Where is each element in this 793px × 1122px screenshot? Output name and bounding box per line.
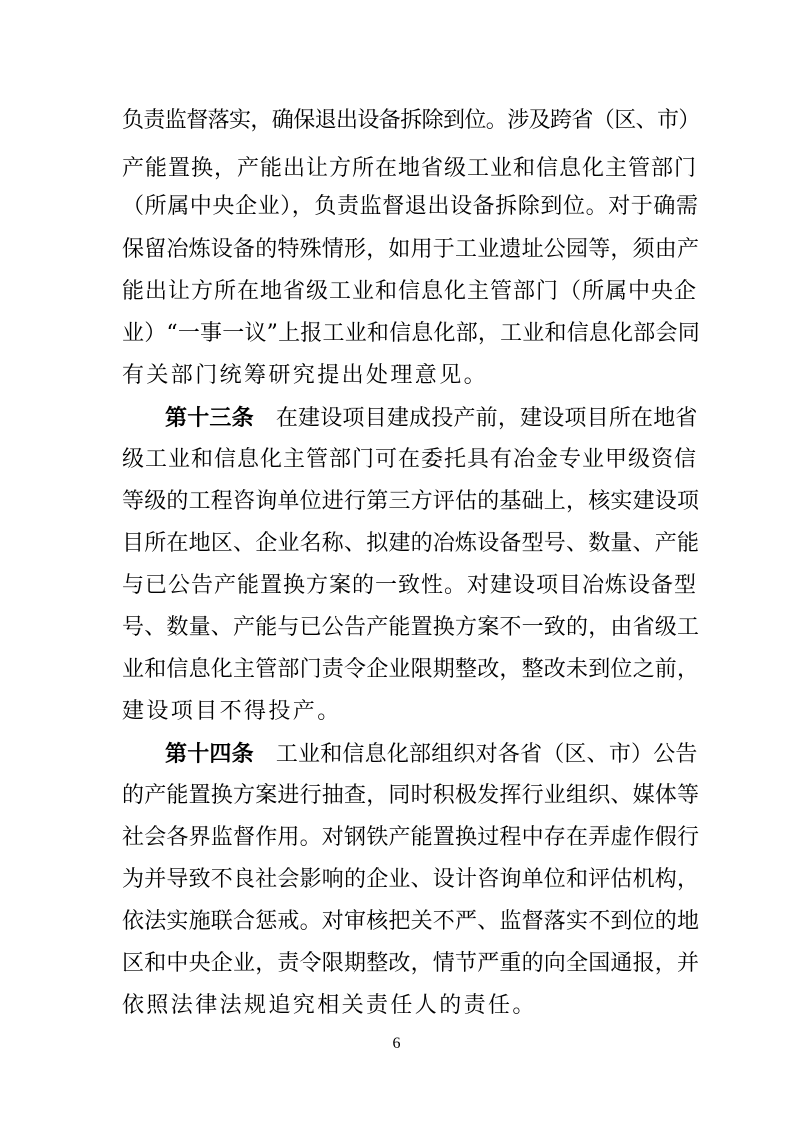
body-text-line: 建设项目不得投产。 — [122, 699, 342, 724]
article-13-first-line — [165, 398, 698, 438]
body-text-line: 在建设项目建成投产前，建设项目所在地省 — [275, 406, 698, 431]
body-text-line: 等级的工程咨询单位进行第三方评估的基础上，核实建设项 — [122, 489, 700, 514]
body-text-line: 保留冶炼设备的特殊情形，如用于工业遗址公园等，须由产 — [122, 237, 700, 262]
body-text-line: 负责监督落实，确保退出设备拆除到位。涉及跨省（区、市） — [122, 108, 700, 133]
body-text-line: 有关部门统筹研究提出处理意见。 — [122, 363, 489, 388]
body-text-line: 与已公告产能置换方案的一致性。对建设项目冶炼设备型 — [122, 573, 698, 598]
body-text-line: 区和中央企业，责令限期整改，情节严重的向全国通报，并 — [122, 951, 700, 976]
body-text-line: 依照法律法规追究相关责任人的责任。 — [122, 993, 537, 1018]
body-text-line: 产能置换，产能出让方所在地省级工业和信息化主管部门 — [122, 156, 698, 181]
body-text-line: 目所在地区、企业名称、拟建的冶炼设备型号、数量、产能 — [122, 531, 700, 556]
body-text-line: 能出让方所在地省级工业和信息化主管部门（所属中央企 — [122, 279, 698, 304]
body-text-line: 依法实施联合惩戒。对审核把关不严、监督落实不到位的地 — [122, 909, 700, 934]
body-text-line: 为并导致不良社会影响的企业、设计咨询单位和评估机构， — [122, 867, 700, 892]
page-number: 6 — [392, 1035, 401, 1052]
body-text-line: 的产能置换方案进行抽查，同时积极发挥行业组织、媒体等 — [122, 783, 700, 808]
article-14-first-line — [165, 734, 698, 774]
article-14-heading: 第十四条 — [165, 741, 254, 767]
body-text-line: 社会各界监督作用。对钢铁产能置换过程中存在弄虚作假行 — [122, 825, 700, 850]
article-13-heading: 第十三条 — [165, 405, 254, 431]
body-text-line: 业）“一事一议”上报工业和信息化部，工业和信息化部会同 — [122, 321, 700, 346]
body-text-line: 工业和信息化部组织对各省（区、市）公告 — [275, 742, 698, 767]
body-text-line: 级工业和信息化主管部门可在委托具有冶金专业甲级资信 — [122, 447, 698, 472]
body-text-line: 业和信息化主管部门责令企业限期整改，整改未到位之前， — [122, 657, 700, 682]
body-text-line: 号、数量、产能与已公告产能置换方案不一致的，由省级工 — [122, 615, 700, 640]
body-text-line: （所属中央企业），负责监督退出设备拆除到位。对于确需 — [122, 194, 699, 219]
